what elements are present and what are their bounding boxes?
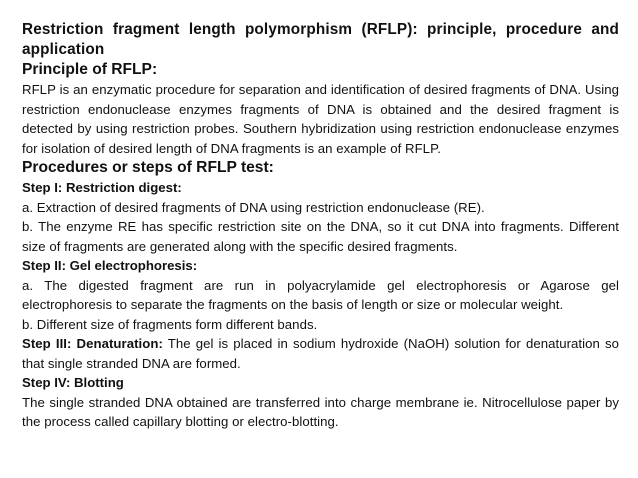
step-4-heading: Step IV: Blotting [22,375,124,390]
principle-heading: Principle of RFLP: [22,61,158,78]
principle-paragraph: RFLP is an enzymatic procedure for separation and identification of desired fragments of DNA. Using restriction endonuclease enzymes fragments of DNA is obtained and the desired fragment is detected by using restriction probes. Southern hybridization using restriction endonuclease enzymes for isolation of desired length of DNA fragments is an example of RFLP. [22,82,619,156]
step-2-heading: Step II: Gel electrophoresis: [22,258,198,273]
step-3-heading: Step III: Denaturation: [22,336,163,351]
document-page [22,20,619,432]
step-4-paragraph: The single stranded DNA obtained are transferred into charge membrane ie. Nitrocellulose paper by the process called capillary blotting or electro-blotting. [22,394,619,429]
document-title: Restriction fragment length polymorphism (RFLP): principle, procedure and application [22,21,619,58]
step-2-line-a: a. The digested fragment are run in polyacrylamide gel electrophoresis or Agarose gel electrophoresis to separate the fragments on the basis of length or size or molecular weight. [22,277,619,312]
step-3-text: The gel is placed in sodium hydroxide (NaOH) solution for denaturation so that single stranded DNA are formed. [22,336,619,371]
step-2-line-b: b. Different size of fragments form different bands. [22,316,318,332]
step-1-line-b: b. The enzyme RE has specific restriction site on the DNA, so it cut DNA into fragments. Different size of fragments are generated along with the specific desired fragments. [22,219,619,254]
step-3-paragraph [22,334,619,373]
step-1-heading: Step I: Restriction digest: [22,180,182,195]
step-1-line-a: a. Extraction of desired fragments of DNA using restriction endonuclease (RE). [22,199,485,215]
procedures-heading: Procedures or steps of RFLP test: [22,159,274,176]
